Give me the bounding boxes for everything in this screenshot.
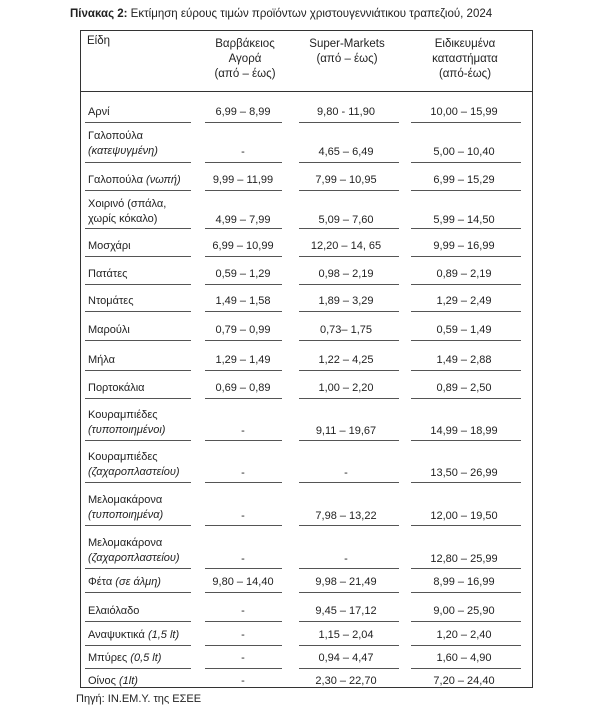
row-item-name — [88, 353, 115, 368]
item-label: Μοσχάρι — [88, 240, 131, 252]
cell-divider — [411, 482, 521, 483]
item-qualifier: (σε άλμη) — [115, 576, 161, 588]
price-specialty: 0,89 – 2,19 — [436, 268, 492, 280]
cell-divider — [411, 162, 521, 163]
price-supermarkets: 1,15 – 2,04 — [318, 629, 374, 641]
price-specialty: 0,89 – 2,50 — [436, 382, 492, 394]
item-qualifier: (ζαχαροπλαστείου) — [88, 466, 180, 478]
cell-divider — [205, 645, 282, 646]
price-specialty: 1,49 – 2,88 — [436, 354, 492, 366]
price-supermarkets: 9,80 - 11,90 — [317, 106, 375, 118]
cell-divider — [85, 340, 191, 341]
item-qualifier: (ζαχαροπλαστείου) — [88, 552, 180, 564]
item-label: Πορτοκάλια — [88, 382, 145, 394]
cell-divider — [299, 256, 399, 257]
price-varvakeios: 9,99 – 11,99 — [212, 174, 274, 186]
cell-divider — [411, 340, 521, 341]
cell-divider — [85, 621, 191, 622]
row-item-name — [88, 173, 181, 188]
item-label: Οίνος — [88, 675, 119, 687]
row-item-name — [88, 408, 165, 438]
cell-divider — [299, 370, 399, 371]
row-item-name — [88, 197, 166, 227]
cell-divider — [205, 370, 282, 371]
item-qualifier: (0,5 lt) — [130, 652, 162, 664]
row-item-name — [88, 239, 131, 254]
cell-divider — [411, 645, 521, 646]
item-label: Αρνί — [88, 106, 110, 118]
header-specialty-stores: Ειδικευμένα καταστήματα (από-έως) — [432, 38, 498, 80]
price-varvakeios: - — [241, 146, 245, 158]
cell-divider — [205, 592, 282, 593]
price-supermarkets: 9,11 – 19,67 — [315, 425, 377, 437]
cell-divider — [411, 256, 521, 257]
price-specialty: 13,50 – 26,99 — [430, 467, 498, 479]
price-supermarkets: 2,30 – 22,70 — [315, 675, 377, 687]
header-varvakeios: Βαρβάκειος Αγορά (από – έως) — [214, 38, 276, 80]
item-label: Μπύρες — [88, 652, 131, 664]
source-note: Πηγή: ΙΝ.ΕΜ.Υ. της ΕΣΕΕ — [76, 693, 202, 705]
item-label: Ελαιόλαδο — [88, 605, 140, 617]
item-qualifier: (κατεψυγμένη) — [88, 145, 158, 157]
price-supermarkets: 9,45 – 17,12 — [315, 605, 377, 617]
cell-divider — [299, 568, 399, 569]
cell-divider — [85, 228, 191, 229]
item-label: Γαλοπούλα — [88, 174, 147, 186]
cell-divider — [205, 284, 282, 285]
cell-divider — [411, 568, 521, 569]
cell-divider — [411, 398, 521, 399]
item-label: Γαλοπούλα — [88, 130, 143, 142]
price-varvakeios: - — [241, 467, 245, 479]
price-varvakeios: - — [241, 425, 245, 437]
price-table — [80, 30, 533, 688]
caption-label: Πίνακας 2: — [70, 8, 128, 20]
price-varvakeios: - — [241, 553, 245, 565]
cell-divider — [299, 162, 399, 163]
row-item-name — [88, 493, 163, 523]
cell-divider — [85, 311, 191, 312]
item-label: Φέτα — [88, 576, 116, 588]
header-supermarkets: Super-Markets (από – έως) — [309, 38, 385, 65]
cell-divider — [299, 122, 399, 123]
cell-divider — [299, 190, 399, 191]
item-label: Χοιρινό (σπάλα, — [88, 198, 167, 210]
cell-divider — [411, 122, 521, 123]
cell-divider — [205, 190, 282, 191]
item-label: Κουραμπιέδες — [88, 409, 158, 421]
cell-divider — [299, 621, 399, 622]
price-supermarkets: 0,98 – 2,19 — [318, 268, 374, 280]
price-specialty: 6,99 – 15,29 — [433, 174, 495, 186]
cell-divider — [299, 592, 399, 593]
price-specialty: 1,60 – 4,90 — [436, 652, 492, 664]
row-item-name — [88, 323, 130, 338]
price-supermarkets: 1,89 – 3,29 — [318, 295, 374, 307]
price-varvakeios: - — [241, 629, 245, 641]
price-varvakeios: 0,79 – 0,99 — [215, 324, 271, 336]
cell-divider — [411, 311, 521, 312]
price-supermarkets: 0,94 – 4,47 — [318, 652, 374, 664]
price-specialty: 12,80 – 25,99 — [430, 553, 498, 565]
cell-divider — [299, 228, 399, 229]
price-varvakeios: - — [241, 675, 245, 687]
cell-divider — [85, 592, 191, 593]
price-specialty: 1,20 – 2,40 — [436, 629, 492, 641]
cell-divider — [299, 398, 399, 399]
cell-divider — [205, 122, 282, 123]
price-varvakeios: 6,99 – 8,99 — [215, 106, 271, 118]
item-label: Ντομάτες — [88, 295, 134, 307]
price-specialty: 9,99 – 16,99 — [433, 240, 495, 252]
price-supermarkets: 7,99 – 10,95 — [315, 174, 377, 186]
item-qualifier: (νωπή) — [146, 174, 181, 186]
price-specialty: 10,00 – 15,99 — [430, 106, 498, 118]
cell-divider — [411, 592, 521, 593]
item-label: Αναψυκτικά — [88, 629, 148, 641]
price-specialty: 0,59 – 1,49 — [436, 324, 492, 336]
item-qualifier: (1,5 lt) — [147, 629, 180, 641]
price-supermarkets: - — [344, 553, 348, 565]
cell-divider — [85, 398, 191, 399]
cell-divider — [85, 440, 191, 441]
price-varvakeios: - — [241, 510, 245, 522]
price-varvakeios: 9,80 – 14,40 — [212, 576, 274, 588]
item-qualifier: (1lt) — [118, 675, 138, 687]
price-specialty: 5,00 – 10,40 — [433, 146, 495, 158]
cell-divider — [299, 482, 399, 483]
item-label: Μαρούλι — [88, 324, 130, 336]
row-item-name — [88, 450, 180, 480]
item-label: Μελομακάρονα — [88, 537, 163, 549]
row-item-name — [88, 575, 161, 590]
cell-divider — [85, 668, 191, 669]
cell-divider — [85, 190, 191, 191]
cell-divider — [205, 525, 282, 526]
row-item-name — [88, 604, 139, 619]
row-item-name — [88, 381, 145, 396]
table-caption — [70, 8, 492, 20]
cell-divider — [85, 162, 191, 163]
table-header — [81, 31, 532, 92]
price-varvakeios: 6,99 – 10,99 — [212, 240, 274, 252]
price-supermarkets: - — [344, 467, 348, 479]
cell-divider — [205, 398, 282, 399]
cell-divider — [299, 525, 399, 526]
price-specialty: 5,99 – 14,50 — [433, 214, 495, 226]
cell-divider — [205, 621, 282, 622]
cell-divider — [205, 482, 282, 483]
price-supermarkets: 7,98 – 13,22 — [315, 510, 377, 522]
price-varvakeios: - — [241, 605, 245, 617]
item-qualifier: χωρίς κόκαλο) — [88, 213, 158, 225]
price-specialty: 1,29 – 2,49 — [436, 295, 492, 307]
item-label: Μήλα — [88, 354, 115, 366]
cell-divider — [85, 568, 191, 569]
cell-divider — [85, 482, 191, 483]
row-item-name — [88, 129, 158, 159]
price-supermarkets: 12,20 – 14, 65 — [310, 240, 382, 252]
cell-divider — [411, 525, 521, 526]
cell-divider — [205, 340, 282, 341]
price-varvakeios: 1,49 – 1,58 — [215, 295, 271, 307]
header-items: Είδη — [87, 35, 111, 47]
price-varvakeios: 0,69 – 0,89 — [215, 382, 271, 394]
price-supermarkets: 5,09 – 7,60 — [318, 214, 374, 226]
cell-divider — [411, 440, 521, 441]
row-item-name — [88, 267, 127, 282]
item-label: Κουραμπιέδες — [88, 451, 158, 463]
row-item-name — [88, 105, 110, 120]
price-supermarkets: 1,22 – 4,25 — [318, 354, 374, 366]
cell-divider — [85, 122, 191, 123]
cell-divider — [85, 256, 191, 257]
cell-divider — [299, 311, 399, 312]
cell-divider — [205, 311, 282, 312]
item-label: Πατάτες — [88, 268, 128, 280]
row-item-name — [88, 294, 134, 309]
cell-divider — [411, 284, 521, 285]
price-varvakeios: 4,99 – 7,99 — [215, 214, 271, 226]
cell-divider — [411, 190, 521, 191]
price-supermarkets: 4,65 – 6,49 — [318, 146, 374, 158]
cell-divider — [85, 525, 191, 526]
cell-divider — [205, 568, 282, 569]
item-label: Μελομακάρονα — [88, 494, 163, 506]
item-qualifier: (τυποποιημένοι) — [88, 424, 166, 436]
cell-divider — [299, 284, 399, 285]
cell-divider — [205, 228, 282, 229]
price-specialty: 12,00 – 19,50 — [430, 510, 498, 522]
price-varvakeios: 1,29 – 1,49 — [215, 354, 271, 366]
cell-divider — [205, 162, 282, 163]
cell-divider — [85, 284, 191, 285]
cell-divider — [299, 440, 399, 441]
cell-divider — [299, 668, 399, 669]
cell-divider — [299, 340, 399, 341]
cell-divider — [411, 228, 521, 229]
price-specialty: 7,20 – 24,40 — [433, 675, 495, 687]
price-specialty: 8,99 – 16,99 — [433, 576, 495, 588]
cell-divider — [411, 621, 521, 622]
cell-divider — [205, 668, 282, 669]
price-varvakeios: - — [241, 652, 245, 664]
price-specialty: 9,00 – 25,90 — [433, 605, 495, 617]
price-supermarkets: 0,73– 1,75 — [320, 324, 372, 336]
cell-divider — [299, 645, 399, 646]
cell-divider — [411, 370, 521, 371]
row-item-name — [88, 674, 138, 689]
cell-divider — [205, 440, 282, 441]
cell-divider — [85, 645, 191, 646]
price-varvakeios: 0,59 – 1,29 — [215, 268, 271, 280]
item-qualifier: (τυποποιημένα) — [88, 509, 164, 521]
price-supermarkets: 9,98 – 21,49 — [315, 576, 377, 588]
row-item-name — [88, 651, 161, 666]
cell-divider — [205, 256, 282, 257]
row-item-name — [88, 628, 179, 643]
price-supermarkets: 1,00 – 2,20 — [318, 382, 374, 394]
caption-text: Εκτίμηση εύρους τιμών προϊόντων χριστουγεννιάτικου τραπεζιού, 2024 — [130, 8, 493, 20]
row-item-name — [88, 536, 180, 566]
cell-divider — [411, 668, 521, 669]
price-specialty: 14,99 – 18,99 — [430, 425, 498, 437]
cell-divider — [85, 370, 191, 371]
